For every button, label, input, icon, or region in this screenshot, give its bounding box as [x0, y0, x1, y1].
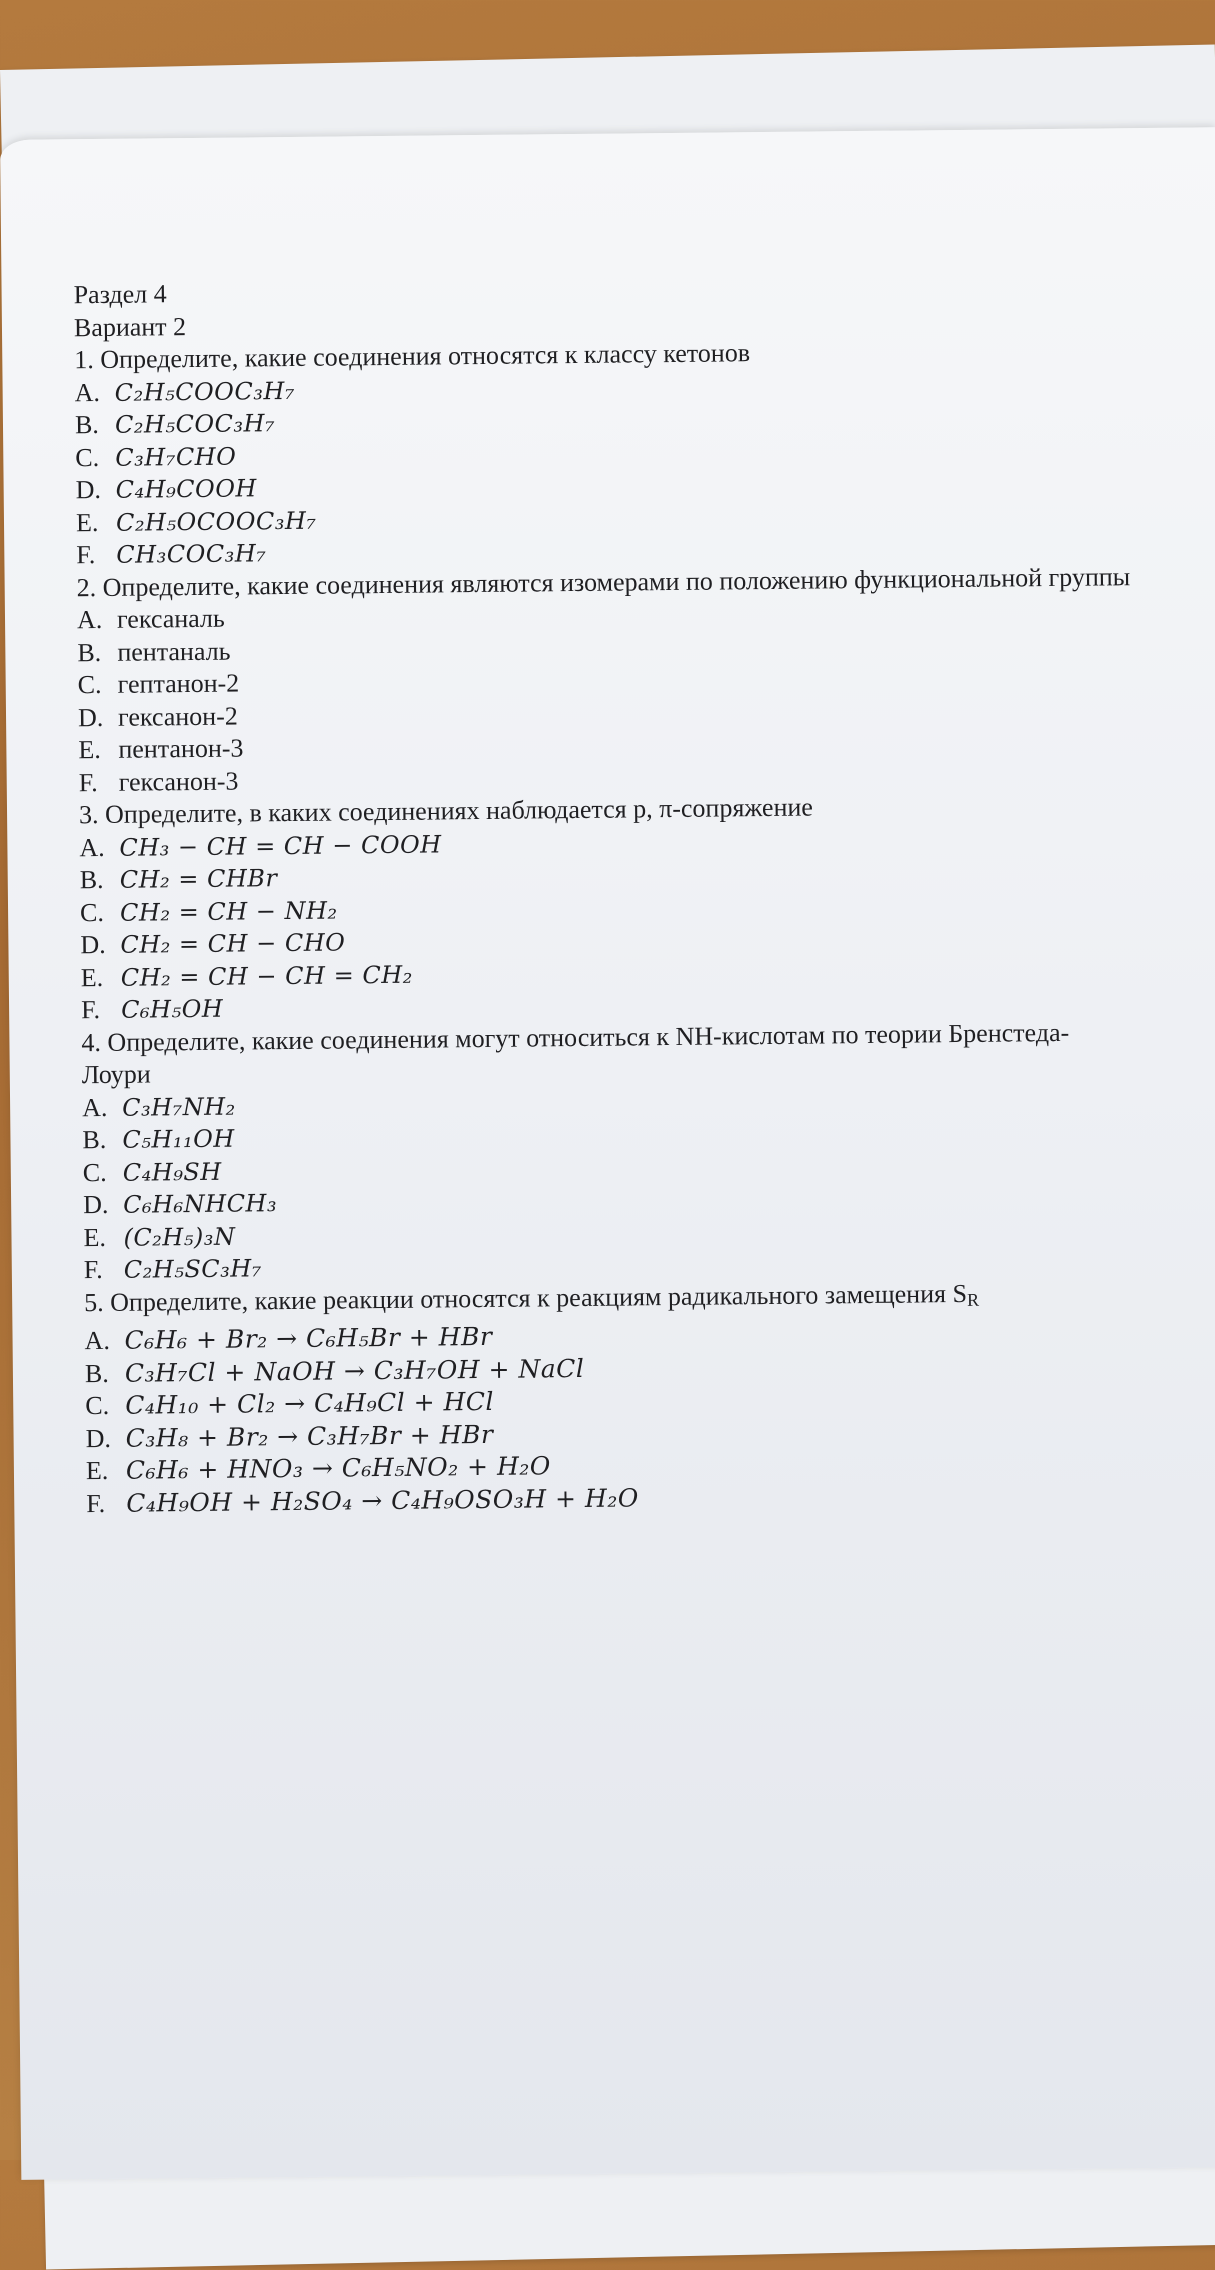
question-3: 3. Определите, в каких соединениях наблюдается p, π-сопряжение: [78, 792, 814, 830]
q4-option-c: C. C₄H₉SH: [82, 1157, 222, 1187]
q2-option-d: D. гексанон-2: [77, 701, 238, 732]
question-4-line-2: Лоури: [81, 1059, 151, 1090]
q4-option-b: B. C₅H₁₁OH: [82, 1124, 235, 1155]
section-title: Раздел 4: [73, 279, 167, 310]
q1-option-a: A. C₂H₅COOC₃H₇: [74, 376, 296, 407]
q4-option-a: A. C₃H₇NH₂: [81, 1092, 236, 1122]
q2-option-b: B. пентаналь: [77, 636, 231, 667]
q3-option-e: E. CH₂ = CH − CH = CH₂: [80, 960, 413, 992]
q2-option-c: C. гептанон-2: [77, 668, 240, 700]
q5-option-c: C. C₄H₁₀ + Cl₂ → C₄H₉Cl + HCl: [85, 1386, 495, 1421]
q4-option-f: F. C₂H₅SC₃H₇: [83, 1254, 262, 1285]
q2-option-f: F. гексанон-3: [78, 766, 239, 797]
q1-option-c: C. C₃H₇CHO: [75, 442, 237, 472]
q5-option-b: B. C₃H₇Cl + NaOH → C₃H₇OH + NaCl: [84, 1353, 585, 1388]
q1-option-b: B. C₂H₅COC₃H₇: [74, 409, 276, 440]
q1-option-d: D. C₄H₉COOH: [75, 474, 257, 505]
worksheet-page: [0, 127, 1215, 2180]
q5-option-d: D. C₃H₈ + Br₂ → C₃H₇Br + HBr: [85, 1419, 494, 1453]
question-4-line-1: 4. Определите, какие соединения могут относиться к NH-кислотам по теории Бренстеда-: [81, 1017, 1070, 1057]
question-2: 2. Определите, какие соединения являются изомерами по положению функциональной группы: [76, 561, 1131, 602]
q4-option-d: D. C₆H₆NHCH₃: [83, 1189, 278, 1220]
q2-option-e: E. пентанон-3: [78, 733, 244, 765]
sr-subscript: R: [966, 1289, 980, 1310]
q5-option-a: A. C₆H₆ + Br₂ → C₆H₅Br + HBr: [84, 1321, 493, 1356]
variant-title: Вариант 2: [73, 311, 187, 342]
q1-option-e: E. C₂H₅OCOOC₃H₇: [75, 506, 317, 537]
q5-option-e: E. C₆H₆ + HNO₃ → C₆H₅NO₂ + H₂O: [85, 1451, 551, 1486]
q3-option-b: B. CH₂ = CHBr: [79, 864, 278, 895]
q3-option-f: F. C₆H₅OH: [80, 994, 224, 1025]
q1-option-f: F. CH₃COC₃H₇: [76, 539, 267, 570]
q2-option-a: A. гексаналь: [76, 603, 225, 635]
q3-option-c: C. CH₂ = CH − NH₂: [79, 896, 338, 927]
question-1: 1. Определите, какие соединения относятся к классу кетонов: [74, 338, 751, 375]
q5-option-f: F. C₄H₉OH + H₂SO₄ → C₄H₉OSO₃H + H₂O: [86, 1482, 639, 1518]
q4-option-e: E. (C₂H₅)₃N: [83, 1222, 236, 1252]
q3-option-a: A. CH₃ − CH = CH − COOH: [79, 829, 442, 862]
question-5: 5. Определите, какие реакции относятся к реакциям радикального замещения SR: [84, 1278, 980, 1317]
q3-option-d: D. CH₂ = CH − CHO: [80, 928, 346, 960]
worksheet-content: [73, 267, 1215, 1520]
